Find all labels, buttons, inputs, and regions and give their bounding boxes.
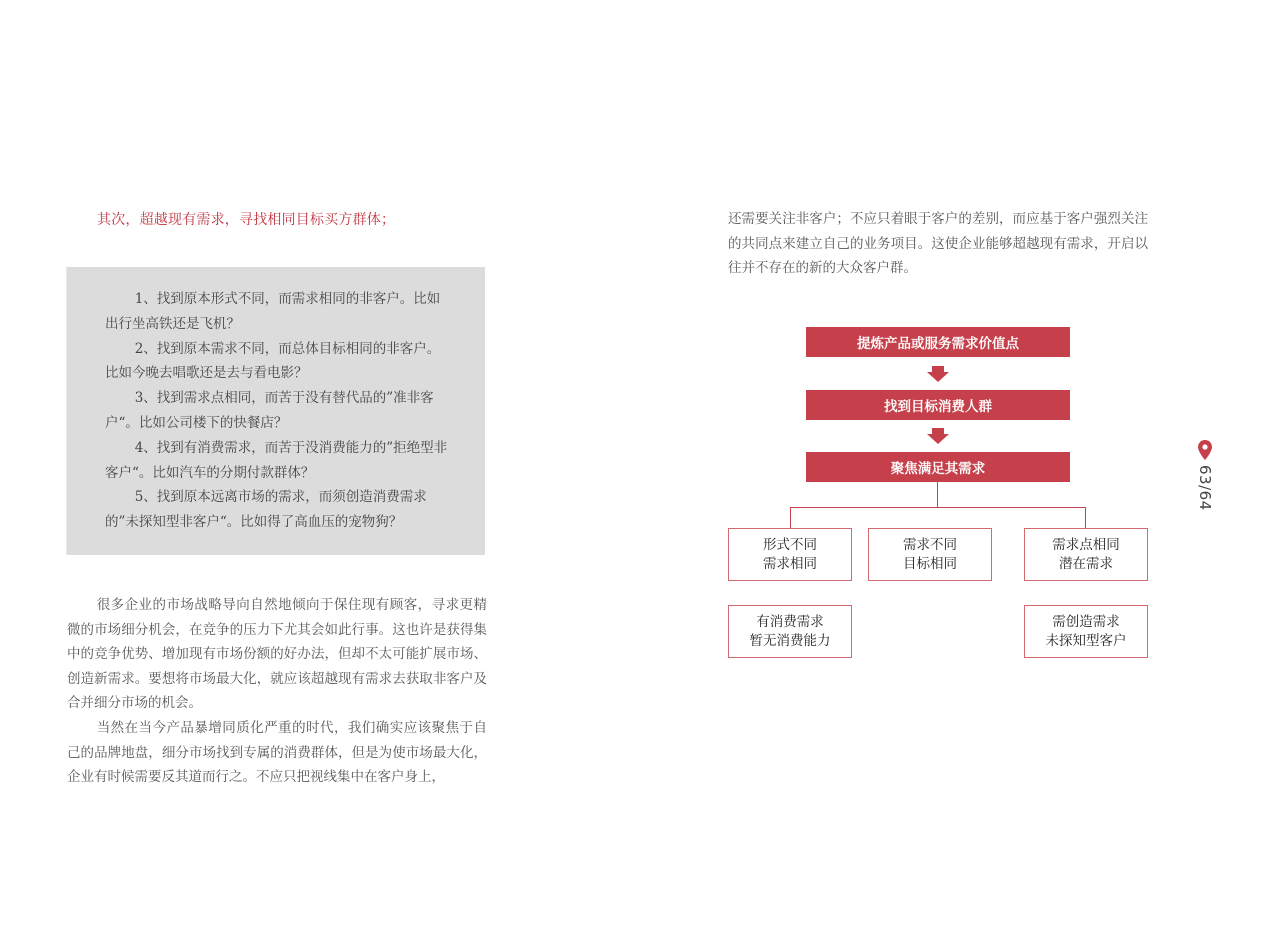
connector-line xyxy=(1085,507,1086,528)
callout-item: 4、找到有消费需求，而苦于没消费能力的”拒绝型非客户“。比如汽车的分期付款群体？ xyxy=(105,439,448,481)
branch-box xyxy=(1024,528,1148,581)
flow-step-3: 聚焦满足其需求 xyxy=(806,452,1070,482)
branch-label: 潜在需求 xyxy=(1059,555,1113,572)
page-number: 63/64 xyxy=(1196,465,1214,511)
extra-label: 未探知型客户 xyxy=(1045,632,1127,649)
connector-line xyxy=(790,507,791,528)
flow-step-1: 提炼产品或服务需求价值点 xyxy=(806,327,1070,357)
callout-item: 5、找到原本远离市场的需求，而须创造消费需求的”未探知型非客户“。比如得了高血压的宠物狗？ xyxy=(105,489,427,531)
connector-line xyxy=(937,482,938,507)
callout-item: 3、找到需求点相同，而苦于没有替代品的”准非客户“。比如公司楼下的快餐店？ xyxy=(105,390,434,431)
down-arrow-icon xyxy=(927,366,949,382)
paragraph: 还需要关注非客户；不应只着眼于客户的差别，而应基于客户强烈关注的共同点来建立自己的业务项目。这使企业能够超越现有需求，开启以往并不存在的新的大众客户群。 xyxy=(728,211,1148,277)
branch-box xyxy=(728,528,852,581)
body-text-left xyxy=(67,593,487,790)
paragraph: 当然在当今产品暴增同质化严重的时代，我们确实应该聚焦于自己的品牌地盘，细分市场找到专属的消费群体，但是为使市场最大化，企业有时候需要反其道而行之。不应只把视线集中在客户身上， xyxy=(67,719,487,786)
body-text-right xyxy=(728,207,1148,281)
flow-step-2: 找到目标消费人群 xyxy=(806,390,1070,420)
extra-label: 需创造需求 xyxy=(1052,614,1120,630)
callout-item: 1、找到原本形式不同，而需求相同的非客户。比如出行坐高铁还是飞机？ xyxy=(105,291,441,332)
branch-label: 需求相同 xyxy=(763,555,817,572)
branch-box xyxy=(868,528,992,581)
branch-label: 目标相同 xyxy=(903,555,957,572)
section-heading: 其次，超越现有需求，寻找相同目标买方群体； xyxy=(97,212,396,228)
extra-box xyxy=(1024,605,1148,658)
callout-box xyxy=(66,267,485,555)
callout-item: 2、找到原本需求不同，而总体目标相同的非客户。比如今晚去唱歌还是去与看电影？ xyxy=(105,340,441,382)
branch-label: 需求不同 xyxy=(903,537,957,553)
extra-label: 暂无消费能力 xyxy=(749,632,831,649)
extra-label: 有消费需求 xyxy=(756,614,824,630)
extra-box xyxy=(728,605,852,658)
callout-list xyxy=(105,287,451,535)
branch-label: 形式不同 xyxy=(763,537,817,553)
paragraph: 很多企业的市场战略导向自然地倾向于保住现有顾客，寻求更精微的市场细分机会，在竞争的压力下尤其会如此行事。这也许是获得集中的竞争优势、增加现有市场份额的好办法，但却不太可能扩展市场、创造新需求。要想将市场最大化，就应该超越现有需求去获取非客户及合并细分市场的机会。 xyxy=(67,597,487,712)
map-pin-icon xyxy=(1198,440,1212,460)
connector-line xyxy=(790,507,1086,508)
branch-label: 需求点相同 xyxy=(1052,537,1120,553)
down-arrow-icon xyxy=(927,428,949,444)
page-indicator xyxy=(1192,440,1222,520)
